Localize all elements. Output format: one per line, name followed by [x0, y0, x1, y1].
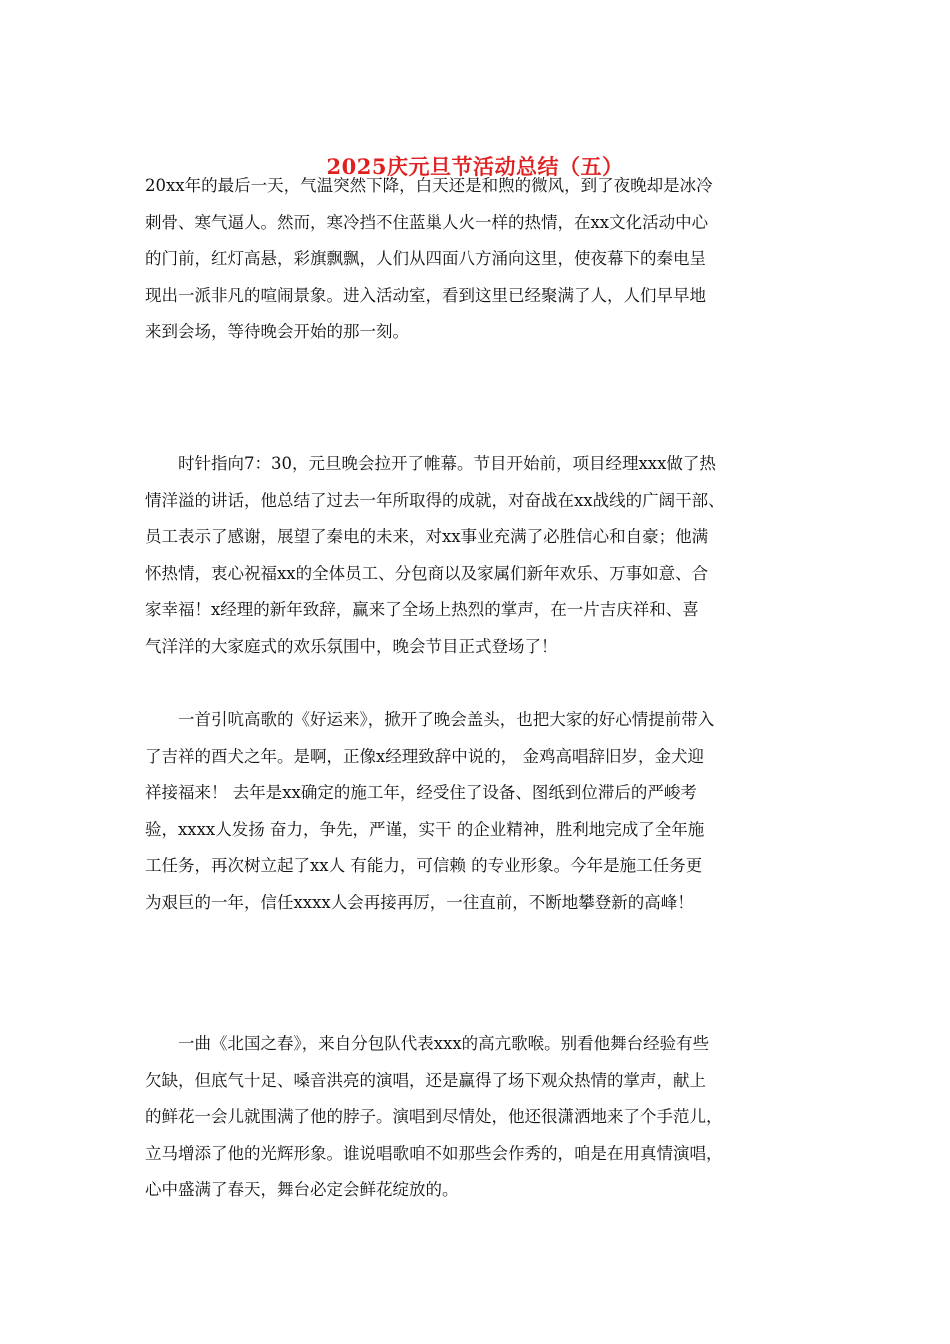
paragraph-1 [145, 168, 810, 351]
text-line: 欠缺，但底气十足、嗓音洪亮的演唱，还是赢得了场下观众热情的掌声，献上 [145, 1070, 706, 1090]
text-line: 刺骨、寒气逼人。然而，寒冷挡不住蓝巢人火一样的热情，在xx文化活动中心 [145, 212, 709, 232]
text-line: 一曲《北国之春》，来自分包队代表xxx的高亢歌喉。别看他舞台经验有些 [145, 1034, 710, 1053]
text-line: 时针指向7：30，元旦晚会拉开了帷幕。节目开始前，项目经理xxx做了热 [145, 454, 716, 473]
text-line: 一首引吭高歌的《好运来》，掀开了晚会盖头，也把大家的好心情提前带入 [145, 710, 715, 729]
text-line: 验，xxxx人发扬 奋力，争先，严谨，实干 的企业精神，胜利地完成了全年施 [145, 819, 705, 839]
text-line: 怀热情，衷心祝福xx的全体员工、分包商以及家属们新年欢乐、万事如意、合 [145, 563, 709, 583]
text-line: 的鲜花一会儿就围满了他的脖子。演唱到尽情处，他还很潇洒地来了个手范儿， [145, 1107, 723, 1126]
paragraph-3 [145, 702, 810, 921]
text-line: 为艰巨的一年，信任xxxx人会再接再厉，一往直前，不断地攀登新的高峰！ [145, 892, 694, 912]
text-line: 立马增添了他的光辉形象。谁说唱歌咱不如那些会作秀的，咱是在用真情演唱， [145, 1143, 723, 1163]
text-line: 了吉祥的酉犬之年。是啊，正像x经理致辞中说的， 金鸡高唱辞旧岁，金犬迎 [145, 746, 705, 766]
text-line: 心中盛满了春天，舞台必定会鲜花绽放的。 [145, 1180, 459, 1199]
text-line: 家幸福！x经理的新年致辞，赢来了全场上热烈的掌声，在一片吉庆祥和、喜 [145, 600, 699, 619]
paragraph-2 [145, 446, 810, 665]
text-line: 祥接福来！ 去年是xx确定的施工年，经受住了设备、图纸到位滞后的严峻考 [145, 783, 697, 802]
text-line: 的门前，红灯高悬，彩旗飘飘，人们从四面八方涌向这里，使夜幕下的秦电呈 [145, 249, 706, 268]
text-line: 工任务，再次树立起了xx人 有能力，可信赖 的专业形象。今年是施工任务更 [145, 856, 703, 875]
text-line: 现出一派非凡的喧闹景象。进入活动室，看到这里已经聚满了人，人们早早地 [145, 285, 706, 305]
text-line: 来到会场，等待晚会开始的那一刻。 [145, 322, 409, 341]
text-line: 情洋溢的讲话，他总结了过去一年所取得的成就，对奋战在xx战线的广阔干部、 [145, 490, 725, 510]
text-line: 员工表示了感谢，展望了秦电的未来，对xx事业充满了必胜信心和自豪；他满 [145, 527, 709, 546]
document-title: 2025庆元旦节活动总结（五） [326, 154, 624, 179]
text-line: 气洋洋的大家庭式的欢乐氛围中，晚会节目正式登场了！ [145, 636, 558, 656]
text-line: 20xx年的最后一天，气温突然下降，白天还是和煦的微风，到了夜晚却是冰冷 [145, 176, 713, 195]
paragraph-4 [145, 1026, 810, 1209]
